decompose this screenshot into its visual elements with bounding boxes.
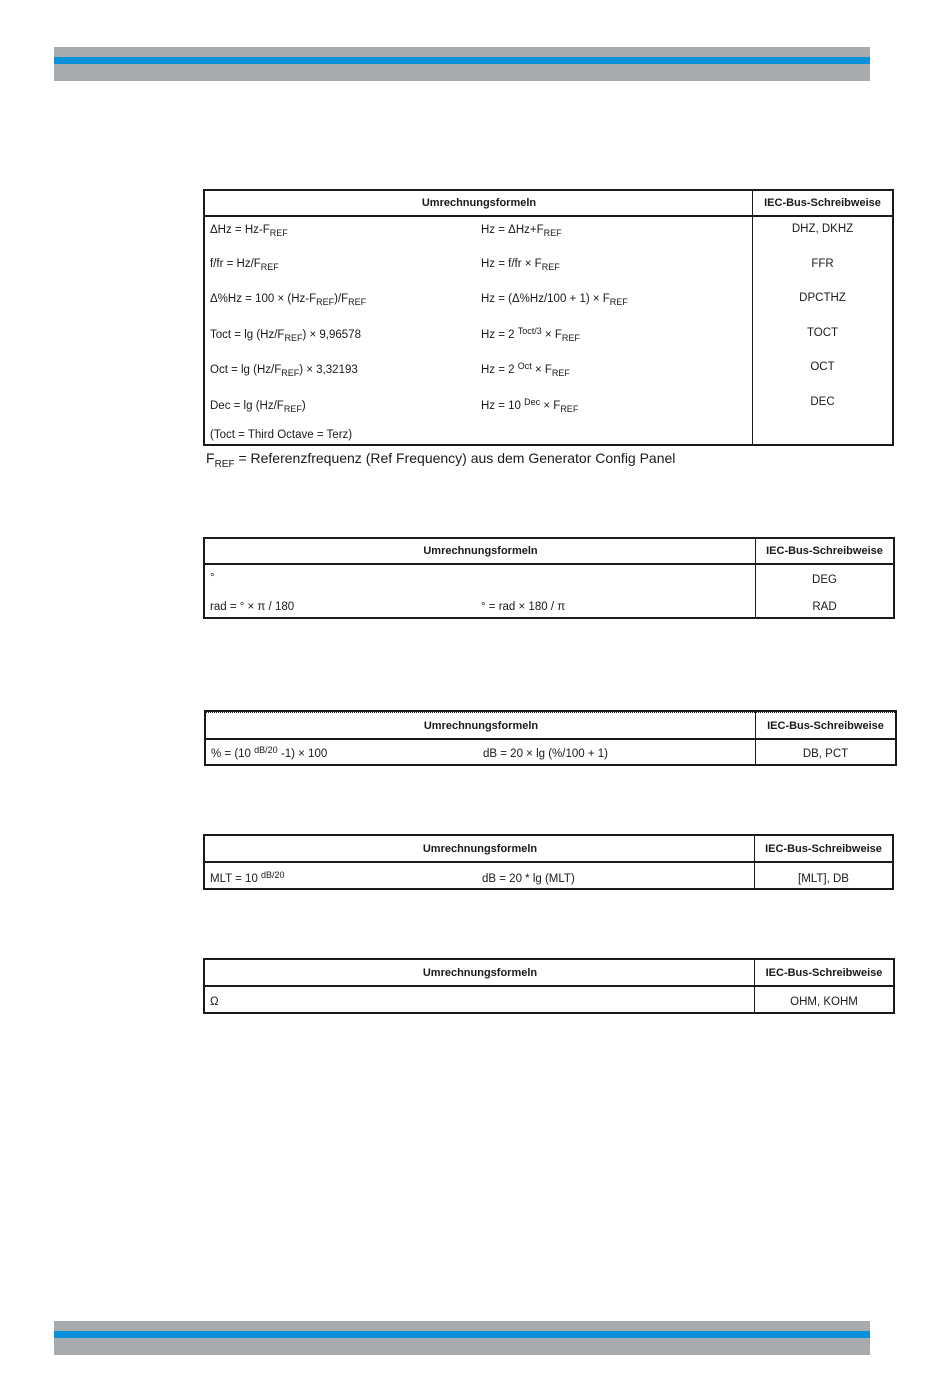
formula-rad: rad = ° × π / 180 (210, 601, 295, 613)
iec-toct: TOCT (806, 327, 839, 339)
table-header (205, 191, 892, 217)
unit-degree: ° (210, 572, 215, 584)
formula-oct: Oct = $\lg (Hz/F_{REF}) \times 3,32193$ (210, 364, 358, 378)
table-header (205, 836, 892, 863)
header-band (54, 47, 870, 81)
header-iec-notation: IEC-Bus-Schreibweise (765, 966, 883, 979)
header-iec-notation: IEC-Bus-Schreibweise (767, 719, 884, 732)
iec-mlt-db: [MLT], DB (798, 873, 849, 885)
iec-rad: RAD (812, 601, 837, 613)
iec-oct: OCT (810, 361, 835, 373)
formula-delta-percent-hz: $\Delta\%Hz = 100 \times (Hz-F_{REF})/F_{REF}$ (210, 293, 367, 307)
formula-db-from-mlt: dB = 20 * lg (MLT) (482, 873, 575, 885)
header-band-gray (54, 47, 870, 57)
iec-deg: DEG (812, 574, 837, 586)
frequency-conversion-table (203, 189, 894, 446)
formula-hz-from-toct: Hz = 2 $^{Toct/3} \times F_{REF}$ (481, 326, 580, 343)
iec-dpcthz: DPCTHZ (799, 292, 846, 304)
formula-hz-from-dec: Hz = 10 $^{Dec} \times F_{REF}$ (481, 397, 579, 414)
header-formulas: Umrechnungsformeln (421, 197, 537, 209)
iec-dhz: DHZ, DKHZ (791, 223, 854, 235)
iec-db-pct: DB, PCT (802, 748, 849, 760)
formula-db-from-percent: dB = 20 × lg (%/100 + 1) (483, 748, 608, 760)
table-header (206, 712, 895, 740)
header-iec-notation: IEC-Bus-Schreibweise (765, 842, 882, 855)
percent-db-table (204, 710, 897, 766)
header-formulas: Umrechnungsformeln (423, 545, 538, 557)
table-footnote: (Toct = Third Octave = Terz) (210, 429, 353, 441)
iec-ohm-kohm: OHM, KOHM (790, 996, 858, 1008)
formula-dec: Dec = $\lg (Hz/F_{REF})$ (210, 400, 306, 414)
formula-hz-from-delta-percent: $Hz = (\Delta\%Hz/100 + 1) \times F_{REF}$ (481, 293, 628, 307)
footer-band-gray-lower (54, 1338, 870, 1355)
unit-ohm: Ω (210, 996, 219, 1008)
iec-ffr: FFR (811, 258, 834, 270)
header-band-gray-lower (54, 64, 870, 81)
header-formulas: Umrechnungsformeln (422, 966, 538, 979)
formula-f-fr: $f/fr = Hz/F_{REF}$ (210, 258, 279, 272)
formula-mlt: MLT = 10 $^{dB/20}$ (210, 870, 285, 885)
formula-hz-from-oct: Hz = 2 $^{Oct} \times F_{REF}$ (481, 361, 570, 378)
table-header (205, 960, 893, 987)
table-header (205, 539, 893, 565)
header-iec-notation: IEC-Bus-Schreibweise (766, 545, 883, 557)
mlt-db-table (203, 834, 894, 890)
angle-conversion-table (203, 537, 895, 619)
formula-degree: ° = rad × 180 / π (481, 601, 566, 613)
iec-dec: DEC (810, 396, 835, 408)
header-formulas: Umrechnungsformeln (423, 719, 539, 732)
formula-delta-hz: $\Delta Hz = Hz-F_{REF}$ (210, 224, 288, 238)
formula-hz-from-delta: $Hz = \Delta Hz+F_{REF}$ (481, 224, 562, 238)
footer-band (54, 1321, 870, 1355)
formula-toct: Toct = $\lg (Hz/F_{REF}) \times 9,96578$ (210, 329, 361, 343)
formula-hz-from-ffr: $Hz = f/fr \times F_{REF}$ (481, 258, 560, 272)
formula-percent: % = (10 $^{dB/20}$ -1) × 100 (211, 745, 328, 760)
header-band-blue (54, 57, 870, 64)
footer-band-blue (54, 1331, 870, 1338)
header-iec-notation: IEC-Bus-Schreibweise (764, 197, 881, 209)
impedance-table (203, 958, 895, 1014)
footer-band-gray (54, 1321, 870, 1331)
header-formulas: Umrechnungsformeln (422, 842, 538, 855)
fref-definition: $F_{REF}$ = Referenzfrequenz (Ref Frequency) aus dem Generator Config Panel (206, 450, 676, 470)
